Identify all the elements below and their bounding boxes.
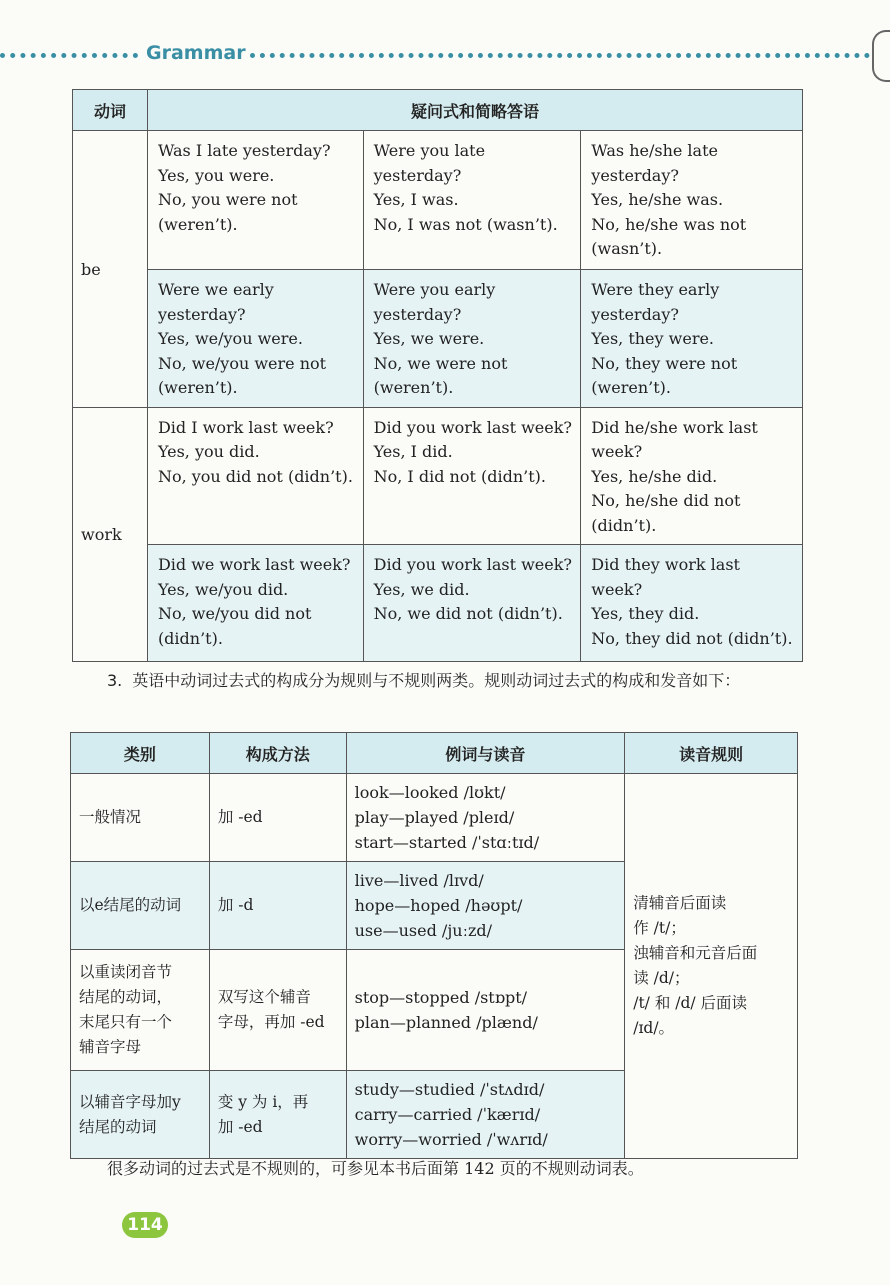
- table-cell: [581, 545, 803, 662]
- cell-line: Yes, they were.: [591, 329, 715, 348]
- cell-line: 字母，再加 -ed: [217, 1013, 325, 1031]
- cell-line: No, he/she did not: [591, 491, 741, 510]
- category-cell: [71, 1071, 210, 1159]
- cell-line: (didn’t).: [157, 628, 223, 648]
- cell-line: 以辅音字母加y: [79, 1092, 181, 1111]
- table-cell: [147, 131, 363, 270]
- cell-line: Yes, he/she was.: [591, 190, 724, 209]
- cell-line: No, they were not: [591, 353, 738, 373]
- verb-cell: be: [73, 131, 148, 408]
- table-header-row: [73, 90, 803, 131]
- cell-line: No, you did not (didn’t).: [157, 466, 353, 486]
- header-dots-right: [250, 53, 870, 58]
- cell-line: No, he/she was not: [591, 214, 747, 234]
- cell-line: study—studied /ˈstʌdɪd/: [354, 1080, 545, 1099]
- verb-cell: work: [73, 407, 148, 662]
- cell-line: /t/ 和 /d/ 后面读: [633, 994, 748, 1012]
- table-cell: [581, 407, 803, 545]
- cell-line: worry—worried /ˈwʌrɪd/: [354, 1130, 548, 1149]
- cell-line: 以重读闭音节: [79, 963, 173, 981]
- cell-line: 加 -ed: [217, 1117, 263, 1136]
- cell-line: Yes, he/she did.: [591, 466, 718, 486]
- header-dots-left: [0, 53, 138, 58]
- table-cell: [363, 545, 581, 662]
- cell-line: (didn’t).: [591, 515, 657, 535]
- cell-line: Was he/she late: [591, 141, 718, 160]
- cell-line: carry—carried /ˈkærɪd/: [354, 1105, 541, 1124]
- cell-line: play—played /pleɪd/: [354, 808, 515, 827]
- cell-line: Did he/she work last: [591, 417, 758, 437]
- cell-line: use—used /juːzd/: [354, 921, 493, 940]
- method-cell: [209, 950, 346, 1071]
- cell-line: No, I was not (wasn’t).: [373, 214, 558, 234]
- cell-line: Yes, they did.: [591, 604, 700, 623]
- cell-line: Did we work last week?: [157, 555, 351, 574]
- section-title: Grammar: [146, 42, 246, 64]
- cell-line: (weren’t).: [157, 214, 238, 234]
- cell-line: No, they did not (didn’t).: [591, 628, 793, 648]
- examples-cell: [346, 774, 625, 862]
- cell-line: Yes, we/you did.: [157, 579, 289, 599]
- header-category: 类别: [71, 733, 210, 774]
- cell-line: 一般情况: [79, 808, 142, 826]
- note-text: 英语中动词过去式的构成分为规则与不规则两类。规则动词过去式的构成和发音如下：: [132, 671, 741, 690]
- cell-line: 结尾的动词: [79, 1117, 157, 1136]
- cell-line: No, you were not: [157, 190, 298, 209]
- table-row: [71, 774, 798, 862]
- header-examples: 例词与读音: [346, 733, 625, 774]
- category-cell: [71, 950, 210, 1071]
- table-cell: [147, 270, 363, 408]
- cell-line: Yes, we did.: [373, 579, 470, 599]
- cell-line: Did you work last week?: [373, 417, 573, 437]
- cell-line: look—looked /lʊkt/: [354, 783, 506, 802]
- cell-line: 作 /t/；: [633, 919, 686, 937]
- cell-line: 浊辅音和元音后面: [633, 944, 758, 962]
- cell-line: yesterday?: [591, 165, 679, 185]
- rule-note: [107, 666, 807, 695]
- cell-line: hope—hoped /həʊpt/: [354, 896, 523, 915]
- cell-line: No, we/you did not: [157, 604, 312, 623]
- cell-line: 以e结尾的动词: [79, 896, 182, 914]
- table-row: [73, 270, 803, 408]
- cell-line: stop—stopped /stɒpt/: [354, 988, 528, 1007]
- note-number: 3.: [107, 671, 123, 690]
- table-header-row: [71, 733, 798, 774]
- table-cell: [581, 270, 803, 408]
- header-verb: 动词: [73, 90, 148, 131]
- pronunciation-rule-cell: [625, 774, 798, 1159]
- cell-line: Yes, we were.: [373, 329, 485, 348]
- method-cell: [209, 1071, 346, 1159]
- cell-line: 末尾只有一个: [79, 1013, 173, 1031]
- cell-line: Were we early yesterday?: [157, 280, 274, 324]
- cell-line: plan—planned /plænd/: [354, 1013, 538, 1032]
- category-cell: [71, 774, 210, 862]
- cell-line: start—started /ˈstɑːtɪd/: [354, 833, 540, 852]
- table-row: [73, 545, 803, 662]
- table-cell: [363, 407, 581, 545]
- table-cell: [147, 407, 363, 545]
- method-cell: [209, 774, 346, 862]
- cell-line: Did they work last week?: [591, 555, 740, 599]
- cell-line: 结尾的动词，: [79, 988, 173, 1006]
- method-cell: [209, 862, 346, 950]
- cell-line: 加 -ed: [217, 808, 263, 826]
- table-row: [73, 407, 803, 545]
- page-edge-curl: [872, 30, 890, 82]
- cell-line: /ɪd/。: [633, 1019, 675, 1037]
- cell-line: Were you late yesterday?: [373, 141, 486, 185]
- cell-line: No, we/you were not: [157, 353, 327, 373]
- category-cell: [71, 862, 210, 950]
- cell-line: Did you work last week?: [373, 555, 573, 574]
- cell-line: Yes, I was.: [373, 190, 459, 209]
- cell-line: Yes, you did.: [157, 442, 260, 461]
- section-header: [0, 40, 890, 70]
- cell-line: (weren’t).: [157, 378, 238, 397]
- cell-line: Were you early yesterday?: [373, 280, 496, 324]
- page-number-badge: 114: [122, 1212, 168, 1238]
- cell-line: Yes, I did.: [373, 442, 453, 461]
- cell-line: (weren’t).: [591, 378, 671, 397]
- cell-line: live—lived /lɪvd/: [354, 871, 484, 890]
- header-pronunciation-rule: 读音规则: [625, 733, 798, 774]
- cell-line: Did I work last week?: [157, 417, 334, 437]
- table-cell: [363, 270, 581, 408]
- examples-cell: [346, 950, 625, 1071]
- cell-line: 加 -d: [217, 896, 254, 914]
- table-row: [73, 131, 803, 270]
- cell-line: Yes, you were.: [157, 165, 275, 185]
- past-tense-rules-table: [70, 732, 798, 1159]
- question-answer-table: [72, 89, 803, 662]
- irregular-verbs-note: 很多动词的过去式是不规则的，可参见本书后面第 142 页的不规则动词表。: [107, 1159, 644, 1178]
- cell-line: 辅音字母: [79, 1038, 142, 1056]
- cell-line: 读 /d/；: [633, 969, 690, 987]
- cell-line: (weren’t).: [373, 378, 454, 397]
- cell-line: 双写这个辅音: [217, 988, 311, 1006]
- examples-cell: [346, 862, 625, 950]
- cell-line: Was I late yesterday?: [157, 141, 331, 160]
- header-question-forms: 疑问式和简略答语: [147, 90, 802, 131]
- cell-line: Were they early yesterday?: [591, 280, 720, 324]
- examples-cell: [346, 1071, 625, 1159]
- table-cell: [581, 131, 803, 270]
- cell-line: No, we were not: [373, 353, 508, 373]
- header-method: 构成方法: [209, 733, 346, 774]
- cell-line: week?: [591, 442, 643, 461]
- cell-line: 变 y 为 i，再: [217, 1092, 309, 1111]
- cell-line: Yes, we/you were.: [157, 329, 303, 348]
- cell-line: 清辅音后面读: [633, 894, 727, 912]
- cell-line: No, we did not (didn’t).: [373, 604, 563, 623]
- table-cell: [363, 131, 581, 270]
- table-cell: [147, 545, 363, 662]
- cell-line: No, I did not (didn’t).: [373, 466, 546, 486]
- cell-line: (wasn’t).: [591, 239, 663, 258]
